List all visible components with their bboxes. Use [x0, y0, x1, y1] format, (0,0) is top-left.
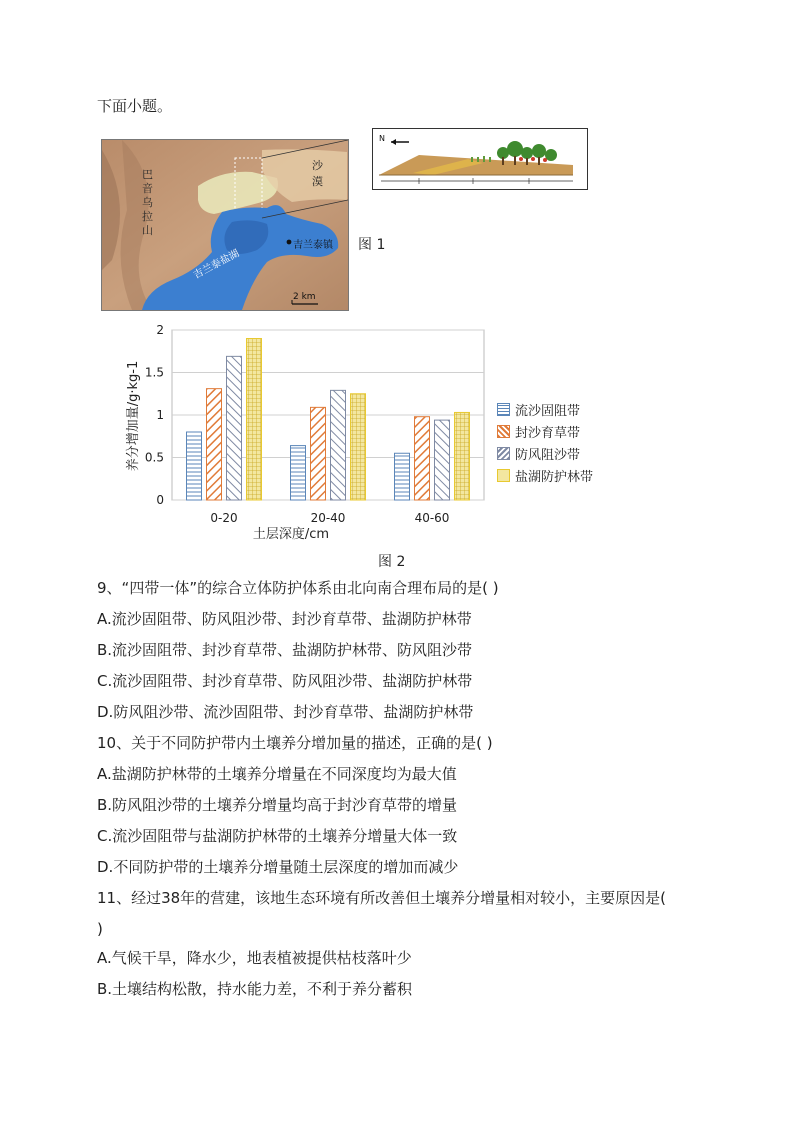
- question-11-stem: 11、经过38年的营建，该地生态环境有所改善但土壤养分增量相对较小，主要原因是(: [97, 889, 667, 907]
- cross-section-inset: [372, 128, 588, 190]
- question-10-option-d: D.不同防护带的土壤养分增量随土层深度的增加而减少: [97, 858, 459, 876]
- desert-label: 沙漠: [312, 159, 323, 188]
- question-9-option-c: C.流沙固阻带、封沙育草带、防风阻沙带、盐湖防护林带: [97, 672, 473, 690]
- lake-label: 吉兰泰盐湖: [191, 248, 242, 282]
- y-axis-label: 养分增加量/g·kg-1: [126, 360, 141, 472]
- x-tick-label: 40-60: [414, 511, 450, 525]
- bar: [187, 432, 202, 500]
- y-tick-label: 0: [156, 493, 164, 507]
- bar: [207, 389, 222, 500]
- question-9-option-b: B.流沙固阻带、封沙育草带、盐湖防护林带、防风阻沙带: [97, 641, 473, 659]
- legend-swatch: [497, 447, 510, 460]
- legend-item: [497, 398, 593, 420]
- legend-label: 盐湖防护林带: [515, 469, 594, 485]
- legend-swatch: [497, 425, 510, 438]
- scale-label: 2 km: [293, 292, 316, 302]
- question-9-option-a: A.流沙固阻带、防风阻沙带、封沙育草带、盐湖防护林带: [97, 610, 472, 628]
- bar: [311, 407, 326, 500]
- question-9-stem: 9、“四带一体”的综合立体防护体系由北向南合理布局的是( ): [97, 579, 499, 597]
- bar: [331, 390, 346, 500]
- legend-item: [497, 464, 593, 486]
- question-10-stem: 10、关于不同防护带内土壤养分增加量的描述，正确的是( ): [97, 734, 493, 752]
- bar: [227, 356, 242, 500]
- bar: [395, 453, 410, 500]
- legend-label: 流沙固阻带: [515, 403, 581, 419]
- question-10-option-c: C.流沙固阻带与盐湖防护林带的土壤养分增量大体一致: [97, 827, 458, 845]
- satellite-map: [101, 139, 349, 311]
- y-tick-label: 1.5: [144, 365, 164, 380]
- question-11-option-b: B.土壤结构松散，持水能力差，不利于养分蓄积: [97, 980, 413, 998]
- y-tick-label: 0.5: [144, 450, 164, 465]
- legend-label: 封沙育草带: [515, 425, 581, 441]
- intro-text: 下面小题。: [97, 97, 173, 115]
- x-axis-label: 土层深度/cm: [252, 527, 330, 542]
- nutrient-bar-chart: [120, 322, 490, 547]
- chart-legend: [497, 398, 593, 486]
- question-11-stem-cont: ): [97, 920, 103, 938]
- question-9-option-d: D.防风阻沙带、流沙固阻带、封沙育草带、盐湖防护林带: [97, 703, 474, 721]
- town-label: 吉兰泰镇: [293, 240, 333, 251]
- question-10-option-a: A.盐湖防护林带的土壤养分增量在不同深度均为最大值: [97, 765, 457, 783]
- bar: [291, 446, 306, 500]
- bar: [435, 420, 450, 500]
- legend-item: [497, 442, 593, 464]
- legend-item: [497, 420, 593, 442]
- figure2-caption: 图 2: [378, 554, 406, 570]
- legend-label: 防风阻沙带: [515, 447, 581, 463]
- legend-swatch: [497, 469, 510, 482]
- cross-section-drawing: [373, 129, 587, 189]
- question-10-option-b: B.防风阻沙带的土壤养分增量均高于封沙育草带的增量: [97, 796, 458, 814]
- bar: [351, 394, 366, 500]
- legend-swatch: [497, 403, 510, 416]
- bar: [247, 339, 262, 501]
- bar: [455, 412, 470, 500]
- y-tick-label: 1: [156, 408, 164, 422]
- figure1-caption: 图 1: [358, 237, 386, 253]
- x-tick-label: 20-40: [310, 511, 346, 525]
- y-tick-label: 2: [156, 323, 164, 337]
- mountain-label: 巴音乌拉山: [142, 168, 153, 237]
- x-tick-label: 0-20: [210, 511, 238, 525]
- question-11-option-a: A.气候干旱，降水少，地表植被提供枯枝落叶少: [97, 949, 412, 967]
- north-label: N: [379, 134, 385, 143]
- bar: [415, 417, 430, 500]
